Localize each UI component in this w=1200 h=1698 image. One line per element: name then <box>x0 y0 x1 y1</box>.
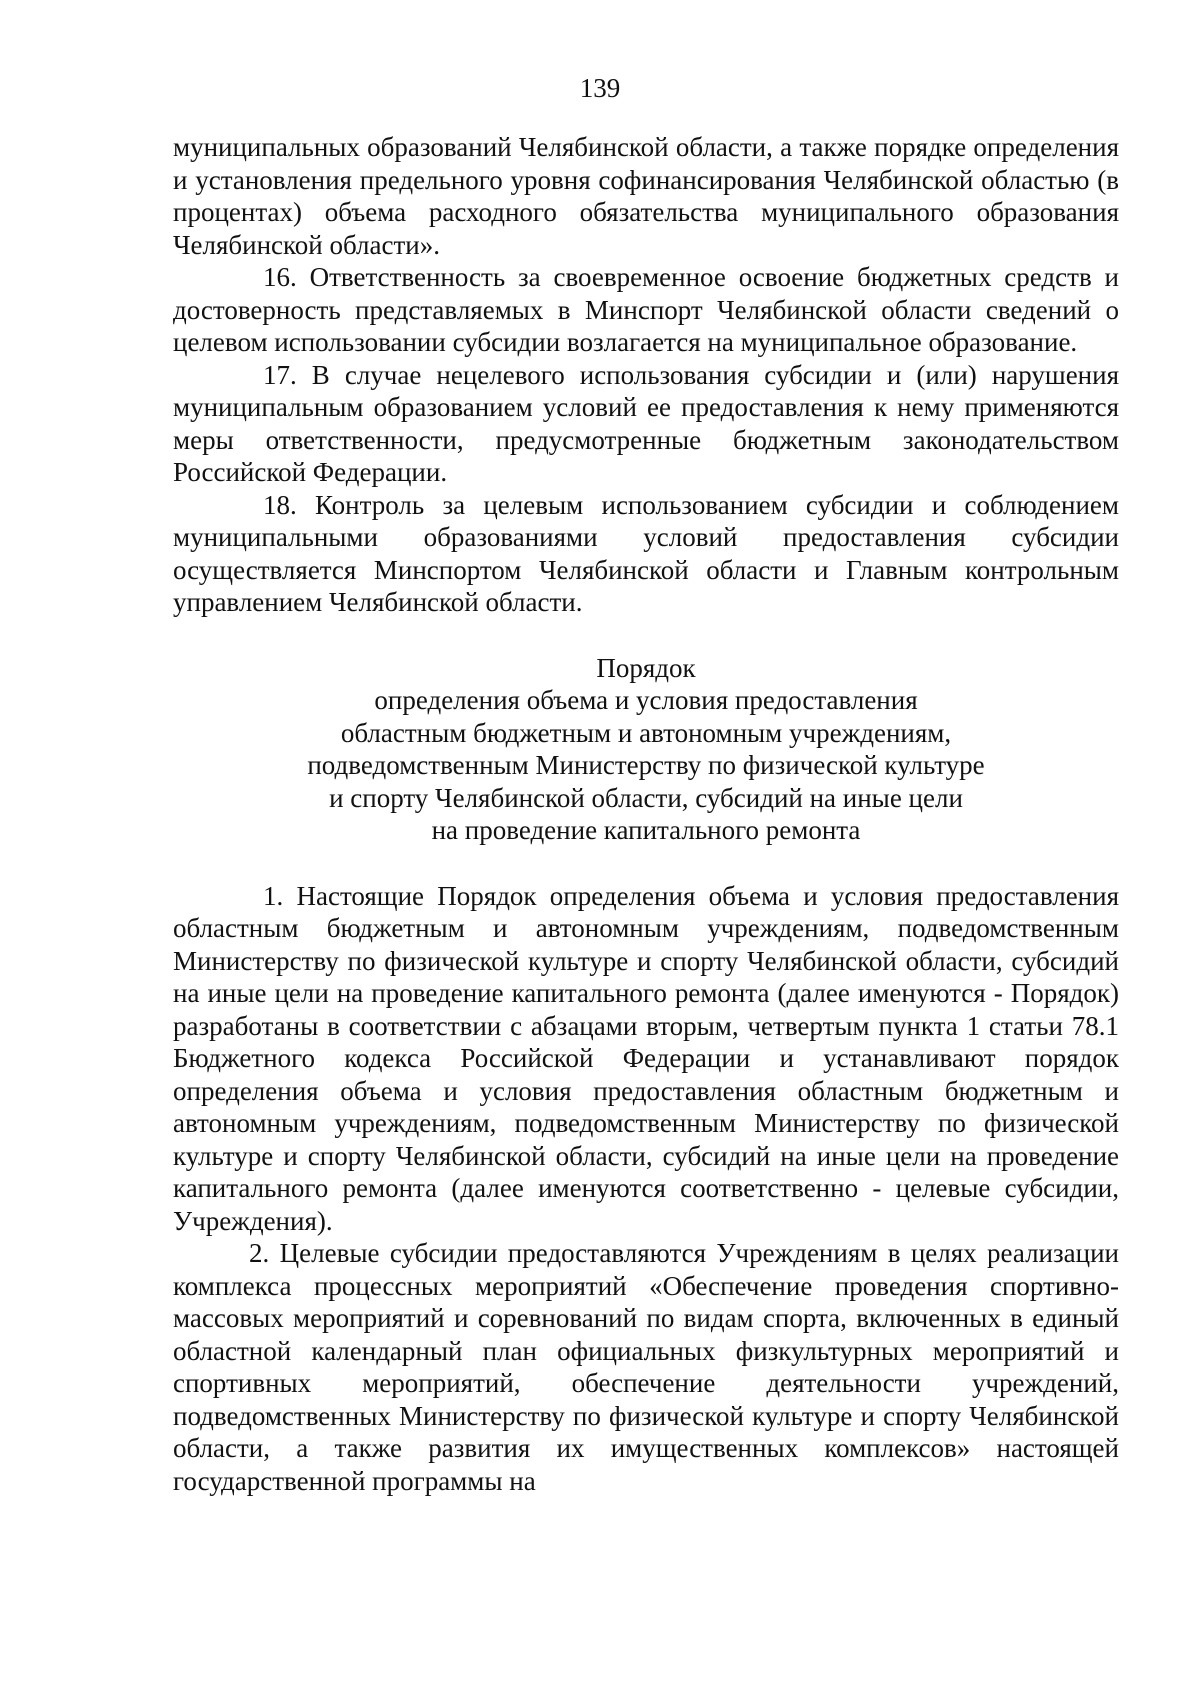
paragraph-continuation: муниципальных образований Челябинской области, а также порядке определения и установления предельного уровня софинансирования Челябинской областью (в процентах) объема расходного обязательства муниципального образования Челябинской области». <box>173 132 1119 260</box>
section-title-line: на проведение капитального ремонта <box>431 815 861 845</box>
section-title-line: Порядок <box>596 652 696 683</box>
paragraph-1: 1. Настоящие Порядок определения объема и условия предоставления областным бюджетным и автономным учреждениям, подведомственным Министерству по физической культуре и спорту Челябинской области, субсидий на иные цели на проведение капитального ремонта (далее именуются - Порядок) разработаны в соответствии с абзацами вторым, четвертым пункта 1 статьи 78.1 Бюджетного кодекса Российской Федерации и устанавливают порядок определения объема и условия предоставления областным бюджетным и автономным учреждениям, подведомственным Министерству по физической культуре и спорту Челябинской области, субсидий на иные цели на проведение капитального ремонта (далее именуются соответственно - целевые субсидии, Учреждения). <box>173 880 1119 1236</box>
section-title-line: определения объема и условия предоставления <box>374 685 918 715</box>
section-title-line: областным бюджетным и автономным учреждениям, <box>340 717 952 748</box>
paragraph-2: 2. Целевые субсидии предоставляются Учреждениям в целях реализации комплекса процессных мероприятий «Обеспечение проведения спортивно-массовых мероприятий и соревнований по видам спорта, включенных в единый областной календарный план официальных физкультурных мероприятий и спортивных мероприятий, обеспечение деятельности учреждений, подведомственных Министерству по физической культуре и спорту Челябинской области, а также развития их имущественных комплексов» настоящей государственной программы на <box>173 1238 1119 1496</box>
paragraph-18: 18. Контроль за целевым использованием субсидии и соблюдением муниципальными образованиями условий предоставления субсидии осуществляется Минспортом Челябинской области и Главным контрольным управлением Челябинской области. <box>173 489 1119 617</box>
spacer <box>173 847 1119 880</box>
document-body <box>173 131 1119 1497</box>
section-title-line: подведомственным Министерству по физической культуре <box>307 750 985 780</box>
section-title <box>173 652 1119 847</box>
page-number: 139 <box>579 73 621 103</box>
paragraph-17: 17. В случае нецелевого использования субсидии и (или) нарушения муниципальным образованием условий ее предоставления к нему применяются меры ответственности, предусмотренные бюджетным законодательством Российской Федерации. <box>173 359 1119 487</box>
section-title-line: и спорту Челябинской области, субсидий на иные цели <box>329 782 963 813</box>
paragraph-16: 16. Ответственность за своевременное освоение бюджетных средств и достоверность представляемых в Минспорт Челябинской области сведений о целевом использовании субсидии возлагается на муниципальное образование. <box>173 262 1119 357</box>
